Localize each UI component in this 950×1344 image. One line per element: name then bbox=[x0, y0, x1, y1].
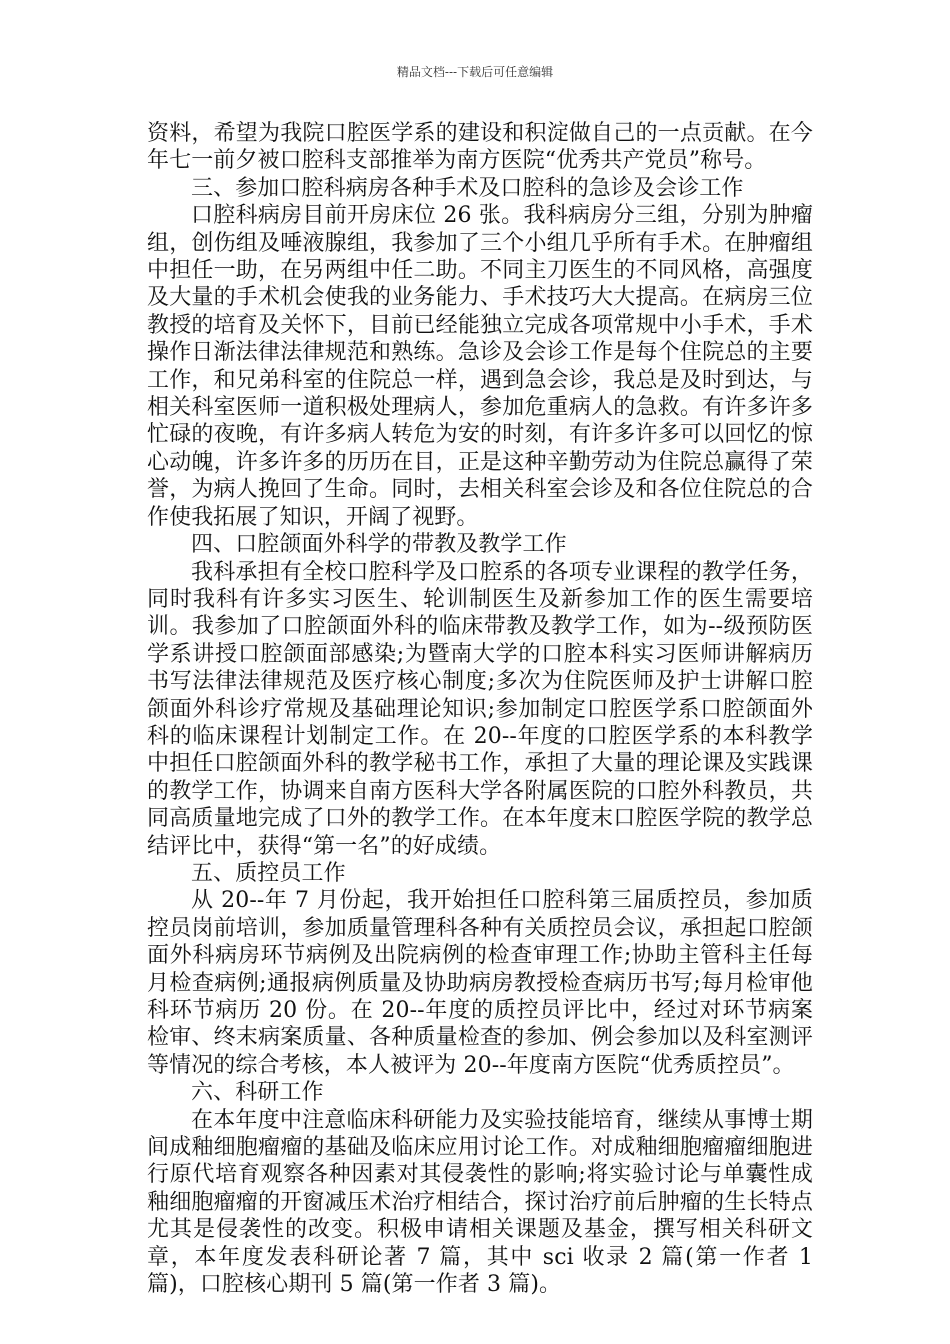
section-paragraph-5: 从 20--年 7 月份起，我开始担任口腔科第三届质控员，参加质控员岗前培训，参加质量管理科各种有关质控员会议，承担起口腔颌面外科病房环节病例及出院病例的检查审理工作;协助主管科主任每月检查病例;通报病例质量及协助病房教授检查病历书写;每月检审他科环节病历 20 份。在 20--年度的质控员评比中，经过对环节病案检审、终末病案质量、各种质量检查的参加、例会参加以及科室测评等情况的综合考核，本人被评为 20--年度南方医院“优秀质控员”。 bbox=[147, 888, 813, 1078]
section-heading-5: 五、质控员工作 bbox=[191, 860, 346, 886]
section-heading-3: 三、参加口腔科病房各种手术及口腔科的急诊及会诊工作 bbox=[191, 175, 744, 201]
section-paragraph-3: 口腔科病房目前开房床位 26 张。我科病房分三组，分别为肿瘤组，创伤组及唾液腺组，我参加了三个小组几乎所有手术。在肿瘤组中担任一助，在另两组中任二助。不同主刀医生的不同风格，高强度及大量的手术机会使我的业务能力、手术技巧大大提高。在病房三位教授的培育及关怀下，目前已经能独立完成各项常规中小手术，手术操作日渐法律法律规范和熟练。急诊及会诊工作是每个住院总的主要工作，和兄弟科室的住院总一样，遇到急会诊，我总是及时到达，与相关科室医师一道积极处理病人，参加危重病人的急救。有许多许多忙碌的夜晚，有许多病人转危为安的时刻，有许多许多可以回忆的惊心动魄，许多许多的历历在目，正是这种辛勤劳动为住院总赢得了荣誉，为病人挽回了生命。同时，去相关科室会诊及和各位住院总的合作使我拓展了知识，开阔了视野。 bbox=[147, 203, 813, 530]
section-paragraph-6: 在本年度中注意临床科研能力及实验技能培育，继续从事博士期间成釉细胞瘤瘤的基础及临床应用讨论工作。对成釉细胞瘤瘤细胞进行原代培育观察各种因素对其侵袭性的影响;将实验讨论与单囊性成釉细胞瘤瘤的开窗减压术治疗相结合，探讨治疗前后肿瘤的生长特点尤其是侵袭性的改变。积极申请相关课题及基金，撰写相关科研文章，本年度发表科研论著 7 篇，其中 sci 收录 2 篇(第一作者 1 篇)，口腔核心期刊 5 篇(第一作者 3 篇)。 bbox=[147, 1107, 813, 1298]
section-paragraph-4: 我科承担有全校口腔科学及口腔系的各项专业课程的教学任务，同时我科有许多实习医生、轮训制医生及新参加工作的医生需要培训。我参加了口腔颌面外科的临床带教及教学工作，如为--级预防医学系讲授口腔颌面部感染;为暨南大学的口腔本科实习医师讲解病历书写法律法律规范及医疗核心制度;多次为住院医师及护士讲解口腔颌面外科诊疗常规及基础理论知识;参加制定口腔医学系口腔颌面外科的临床课程计划制定工作。在 20--年度的口腔医学系的本科教学中担任口腔颌面外科的教学秘书工作，承担了大量的理论课及实践课的教学工作，协调来自南方医科大学各附属医院的口腔外科教员，共同高质量地完成了口外的教学工作。在本年度末口腔医学院的教学总结评比中，获得“第一名”的好成绩。 bbox=[147, 559, 813, 859]
intro-paragraph: 资料，希望为我院口腔医学系的建设和积淀做自己的一点贡献。在今年七一前夕被口腔科支部推举为南方医院“优秀共产党员”称号。 bbox=[147, 121, 813, 174]
page-header: 精品文档---下载后可任意编辑 bbox=[396, 65, 554, 79]
document-body bbox=[147, 120, 813, 1298]
section-heading-4: 四、口腔颌面外科学的带教及教学工作 bbox=[191, 532, 567, 558]
section-heading-6: 六、科研工作 bbox=[191, 1080, 324, 1106]
